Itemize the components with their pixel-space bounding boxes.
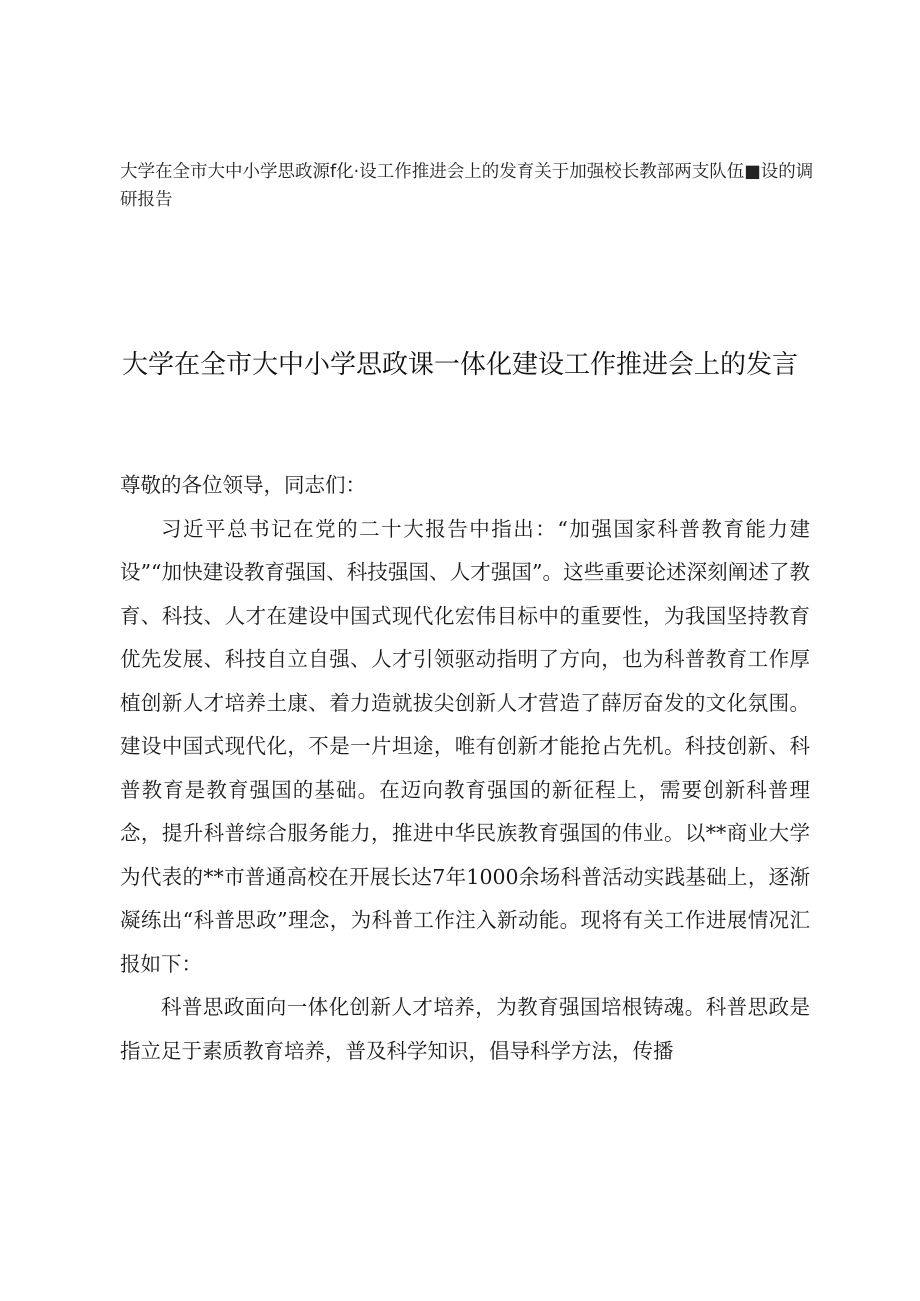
document-header-text: 大学在全市大中小学思政源f化·设工作推进会上的发育关于加强校长教部两支队伍■设的调研报告	[120, 162, 814, 210]
salutation: 尊敬的各位领导，同志们：	[120, 473, 366, 497]
document-body	[120, 464, 810, 1073]
body-paragraph-1: 习近平总书记在党的二十大报告中指出：“加强国家科普教育能力建设”“加快建设教育强国、科技强国、人才强国”。这些重要论述深刻阐述了教育、科技、人才在建设中国式现代化宏伟目标中的重要性，为我国坚持教育优先发展、科技自立自强、人才引领驱动指明了方向，也为科普教育工作厚植创新人才培养土康、着力造就拔尖创新人才营造了薛厉奋发的文化氛围。建设中国式现代化，不是一片坦途，唯有创新才能抢占先机。科技创新、科普教育是教育强国的基础。在迈向教育强国的新征程上，需要创新科普理念，提升科普综合服务能力，推进中华民族教育强国的伟业。以**商业大学为代表的**市普通高校在开展长达7年1000余场科普活动实践基础上，逐渐凝练出“科普思政”理念，为科普工作注入新动能。现将有关工作进展情况汇报如下：	[120, 516, 810, 976]
document-title: 大学在全市大中小学思政课一体化建设工作推进会上的发言	[121, 350, 798, 381]
body-paragraph-2: 科普思政面向一体化创新人才培养，为教育强国培根铸魂。科普思政是指立足于素质教育培养，普及科学知识，倡导科学方法，传播	[120, 995, 810, 1063]
